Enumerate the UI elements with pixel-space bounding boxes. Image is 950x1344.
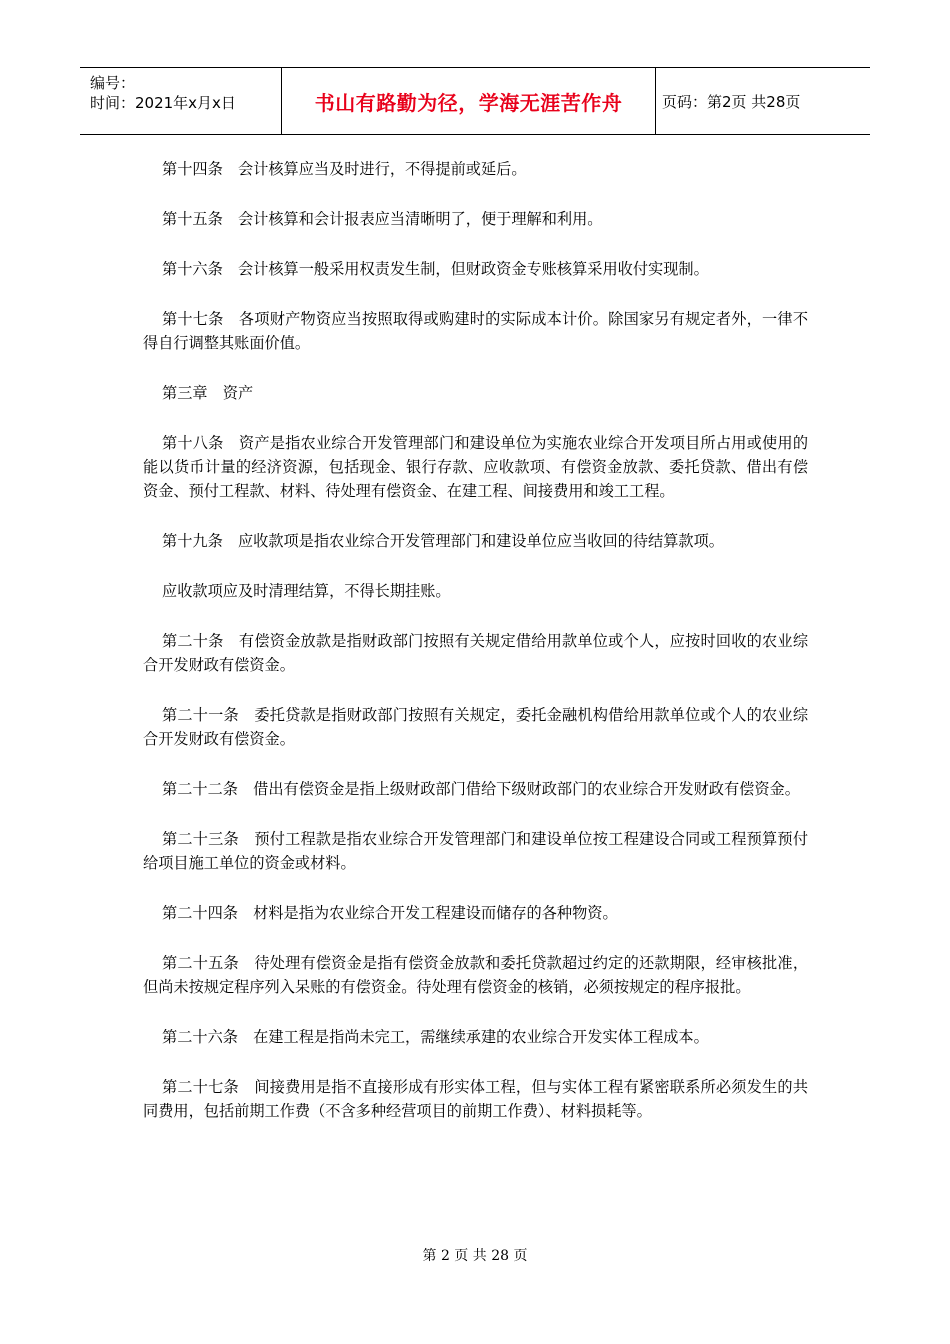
article-22: 第二十二条 借出有偿资金是指上级财政部门借给下级财政部门的农业综合开发财政有偿资金。 (162, 780, 800, 798)
article-18: 第十八条 资产是指农业综合开发管理部门和建设单位为实施农业综合开发项目所占用或使用的能以货币计量的经济资源，包括现金、银行存款、应收款项、有偿资金放款、委托贷款、借出有偿资金、预付工程款、材料、待处理有偿资金、在建工程、间接费用和竣工工程。 (143, 434, 808, 500)
header-meta (80, 68, 282, 134)
article-17: 第十七条 各项财产物资应当按照取得或购建时的实际成本计价。除国家另有规定者外，一律不得自行调整其账面价值。 (143, 310, 808, 352)
article-27: 第二十七条 间接费用是指不直接形成有形实体工程，但与实体工程有紧密联系所必须发生的共同费用，包括前期工作费（不含多种经营项目的前期工作费）、材料损耗等。 (143, 1078, 808, 1120)
article-25: 第二十五条 待处理有偿资金是指有偿资金放款和委托贷款超过约定的还款期限，经审核批准，但尚未按规定程序列入呆账的有偿资金。待处理有偿资金的核销，必须按规定的程序报批。 (143, 954, 808, 996)
article-19-note: 应收款项应及时清理结算，不得长期挂账。 (162, 582, 451, 600)
document-body (143, 157, 808, 1149)
article-15: 第十五条 会计核算和会计报表应当清晰明了，便于理解和利用。 (162, 210, 603, 228)
document-date-label: 时间：2021年x月x日 (90, 94, 236, 112)
header-page-number: 页码：第2页 共28页 (662, 92, 801, 111)
article-16: 第十六条 会计核算一般采用权责发生制，但财政资金专账核算采用收付实现制。 (162, 260, 709, 278)
article-24: 第二十四条 材料是指为农业综合开发工程建设而储存的各种物资。 (162, 904, 618, 922)
page-header (80, 67, 870, 135)
document-number-label: 编号： (90, 74, 136, 92)
page-footer: 第 2 页 共 28 页 (422, 1248, 528, 1264)
article-19: 第十九条 应收款项是指农业综合开发管理部门和建设单位应当收回的待结算款项。 (162, 532, 724, 550)
header-motto: 书山有路勤为径，学海无涯苦作舟 (282, 68, 656, 134)
article-21: 第二十一条 委托贷款是指财政部门按照有关规定，委托金融机构借给用款单位或个人的农业综合开发财政有偿资金。 (143, 706, 808, 748)
article-26: 第二十六条 在建工程是指尚未完工，需继续承建的农业综合开发实体工程成本。 (162, 1028, 709, 1046)
chapter-heading: 第三章 资产 (162, 384, 254, 402)
article-23: 第二十三条 预付工程款是指农业综合开发管理部门和建设单位按工程建设合同或工程预算预付给项目施工单位的资金或材料。 (143, 830, 808, 872)
article-14: 第十四条 会计核算应当及时进行，不得提前或延后。 (162, 160, 527, 178)
article-20: 第二十条 有偿资金放款是指财政部门按照有关规定借给用款单位或个人，应按时回收的农业综合开发财政有偿资金。 (143, 632, 808, 674)
